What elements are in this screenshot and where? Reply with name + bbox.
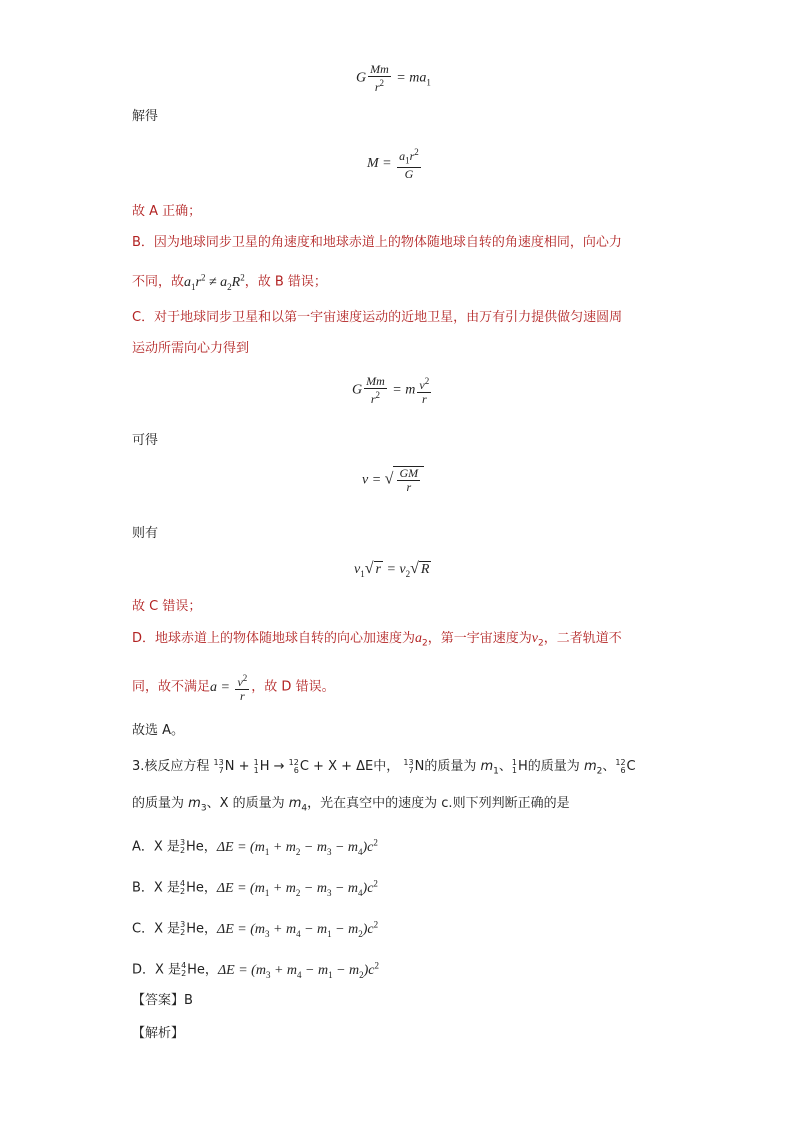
text-option-c-line2: 运动所需向心力得到 — [132, 341, 250, 356]
analysis-label: 【解析】 — [132, 1026, 185, 1041]
text-option-d-line1: D．地球赤道上的物体随地球自转的向心加速度为$a_2$，第一宇宙速度为$v_2$，二者轨道不 — [132, 631, 622, 649]
equation-velocity-ratio: $v_1√$ $r = v_2√$ R — [354, 560, 430, 579]
text-d1a: D．地球赤道上的物体随地球自转的向心加速度为 — [132, 631, 416, 646]
text-choose: 故选 A。 — [132, 723, 185, 738]
text-q3a: 3.核反应方程 — [132, 759, 210, 774]
text-c-wrong: 故 C 错误； — [132, 599, 202, 614]
text-d2b: ，故 D 错误。 — [251, 679, 335, 695]
text-option-b-line2 — [132, 268, 327, 295]
equation-velocity: v = √ $\frac{GM}{r}$ — [362, 466, 424, 494]
text-q4c: ，光在真空中的速度为 c.则下列判断正确的是 — [307, 796, 570, 811]
text-opt-a: A．X 是 — [132, 839, 180, 855]
equation-mass: M = $\frac{a_1r^2}{G}$ — [367, 147, 419, 182]
question-3-line2: 的质量为 $m_3$、X 的质量为 $m_4$，光在真空中的速度为 c.则下列判断正确的是 — [132, 796, 570, 814]
answer-label: 【答案】B — [132, 993, 193, 1008]
text-b2b: ，故 B 错误； — [244, 274, 327, 290]
option-d[interactable]: D．X 是 4 2 He，$\Delta E = (m_3 + m_4 - m_1 - m_2)c^2$ — [132, 960, 380, 980]
question-3-line1: 3.核反应方程 13 7 N + 1 1 H → 12 6 C + X + ΔE中， 13 7 N的质量为 $m_1$、 1 1 H的质量为 $m_2$、 12 6 C — [132, 757, 636, 777]
nuclear-equation: 13 7 N + 1 1 H → 12 6 C + X + ΔE — [213, 757, 374, 775]
text-zeyou: 则有 — [132, 526, 159, 541]
option-c[interactable]: C．X 是 3 2 He，$\Delta E = (m_3 + m_4 - m_1 - m_2)c^2$ — [132, 919, 379, 939]
equation-centripetal: G $\frac{Mm}{r^2}$ = m $\frac{v^2}{r}$ — [352, 374, 430, 406]
text-q4b: 、X 的质量为 — [206, 796, 285, 811]
option-b[interactable]: B．X 是 4 2 He，$\Delta E = (m_1 + m_2 - m_3 - m_4)c^2$ — [132, 878, 378, 898]
option-a[interactable]: A．X 是 3 2 He，$\Delta E = (m_1 + m_2 - m_3 - m_4)c^2$ — [132, 837, 378, 857]
text-option-d-line2 — [132, 672, 335, 703]
text-b2a: 不同，故 — [132, 274, 185, 290]
text-d2a: 同，故不满足 — [132, 679, 211, 695]
equation-gravity-acceleration: G $\frac{Mm}{r^2}$ = $ma_1$ — [356, 62, 431, 94]
text-q3c: 的质量为 — [424, 759, 477, 774]
text-jiede: 解得 — [132, 109, 159, 124]
text-q3b: 中， — [373, 759, 400, 774]
text-option-c-line1: C．对于地球同步卫星和以第一宇宙速度运动的近地卫星，由万有引力提供做匀速圆周 — [132, 310, 623, 325]
text-q4a: 的质量为 — [132, 796, 185, 811]
text-kede: 可得 — [132, 433, 159, 448]
text-opt-d: D．X 是 — [132, 962, 182, 978]
text-option-b-line1: B．因为地球同步卫星的角速度和地球赤道上的物体随地球自转的角速度相同，向心力 — [132, 235, 622, 250]
text-opt-c: C．X 是 — [132, 921, 181, 937]
inline-formula-a: a = $\frac{v^2}{r}$ — [210, 673, 248, 703]
text-opt-b: B．X 是 — [132, 880, 180, 896]
text-d1b: ，第一宇宙速度为 — [427, 631, 532, 646]
inline-inequality: $a_1r^2 \ne a_2R^2$ — [184, 272, 245, 292]
text-q3d: 的质量为 — [527, 759, 580, 774]
text-d1c: ，二者轨道不 — [543, 631, 622, 646]
text-a-correct: 故 A 正确； — [132, 204, 202, 219]
